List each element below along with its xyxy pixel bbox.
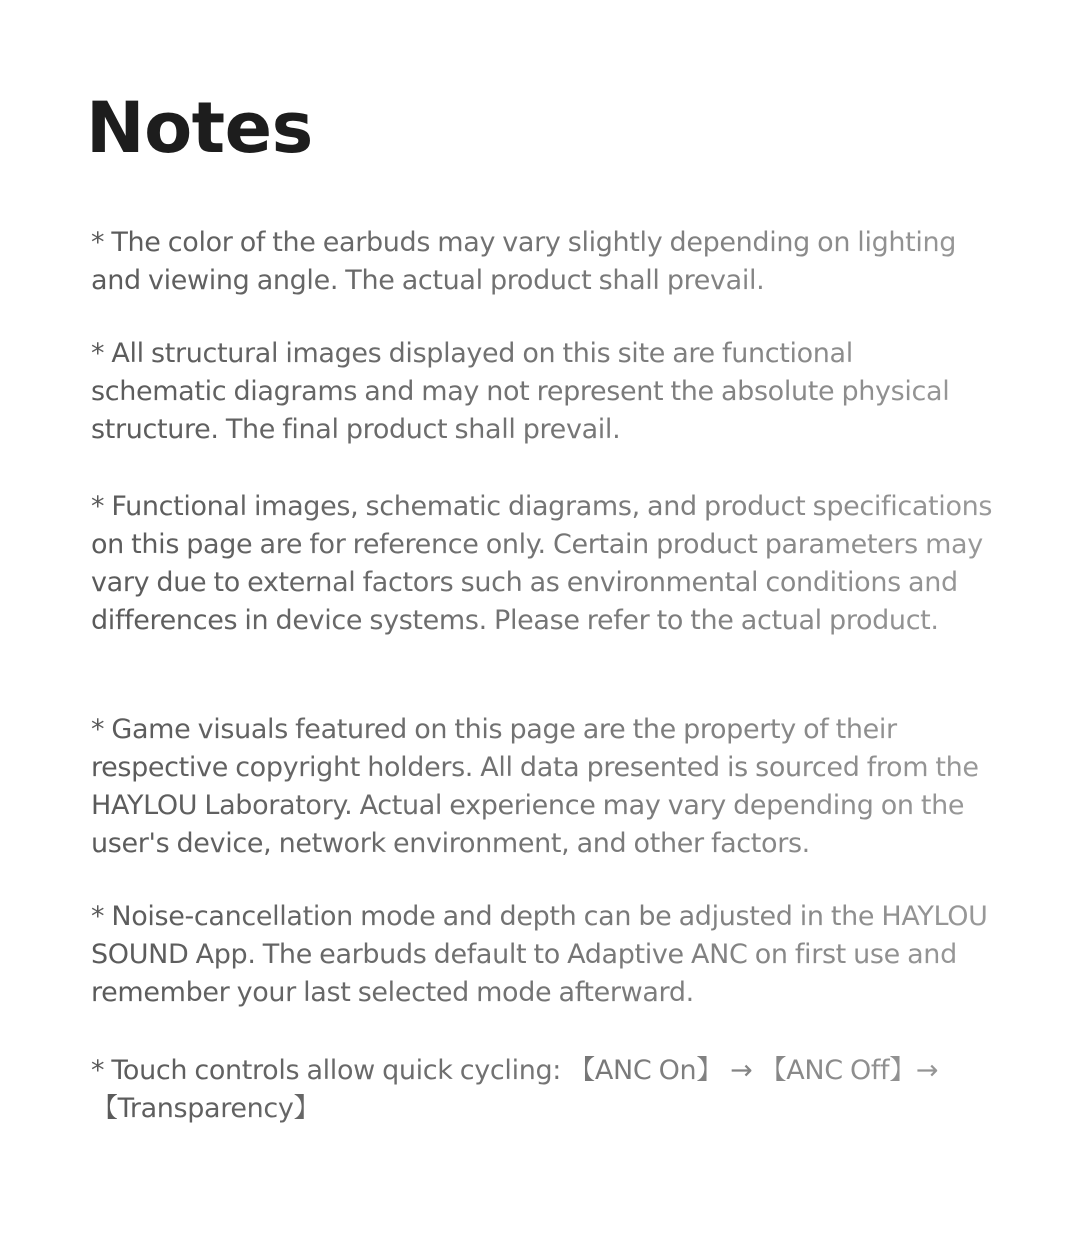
page-title: Notes <box>86 87 313 169</box>
note-noise-cancellation: * Noise-cancellation mode and depth can be adjusted in the HAYLOU SOUND App. The earbuds default to Adaptive ANC on first use and remember your last selected mode afterward. <box>91 898 995 1012</box>
note-color-variation: * The color of the earbuds may vary slightly depending on lighting and viewing angle. The actual product shall prevail. <box>91 224 995 300</box>
note-game-visuals: * Game visuals featured on this page are the property of their respective copyright holders. All data presented is sourced from the HAYLOU Laboratory. Actual experience may vary depending on the user's device, network environment, and other factors. <box>91 711 995 863</box>
note-reference-only: * Functional images, schematic diagrams, and product specifications on this page are for reference only. Certain product parameters may vary due to external factors such as environmental conditions and differences in device systems. Please refer to the actual product. <box>91 488 995 640</box>
note-touch-controls: * Touch controls allow quick cycling: 【ANC On】 → 【ANC Off】→ 【Transparency】 <box>91 1052 995 1128</box>
note-structural-images: * All structural images displayed on this site are functional schematic diagrams and may not represent the absolute physical structure. The final product shall prevail. <box>91 335 995 449</box>
